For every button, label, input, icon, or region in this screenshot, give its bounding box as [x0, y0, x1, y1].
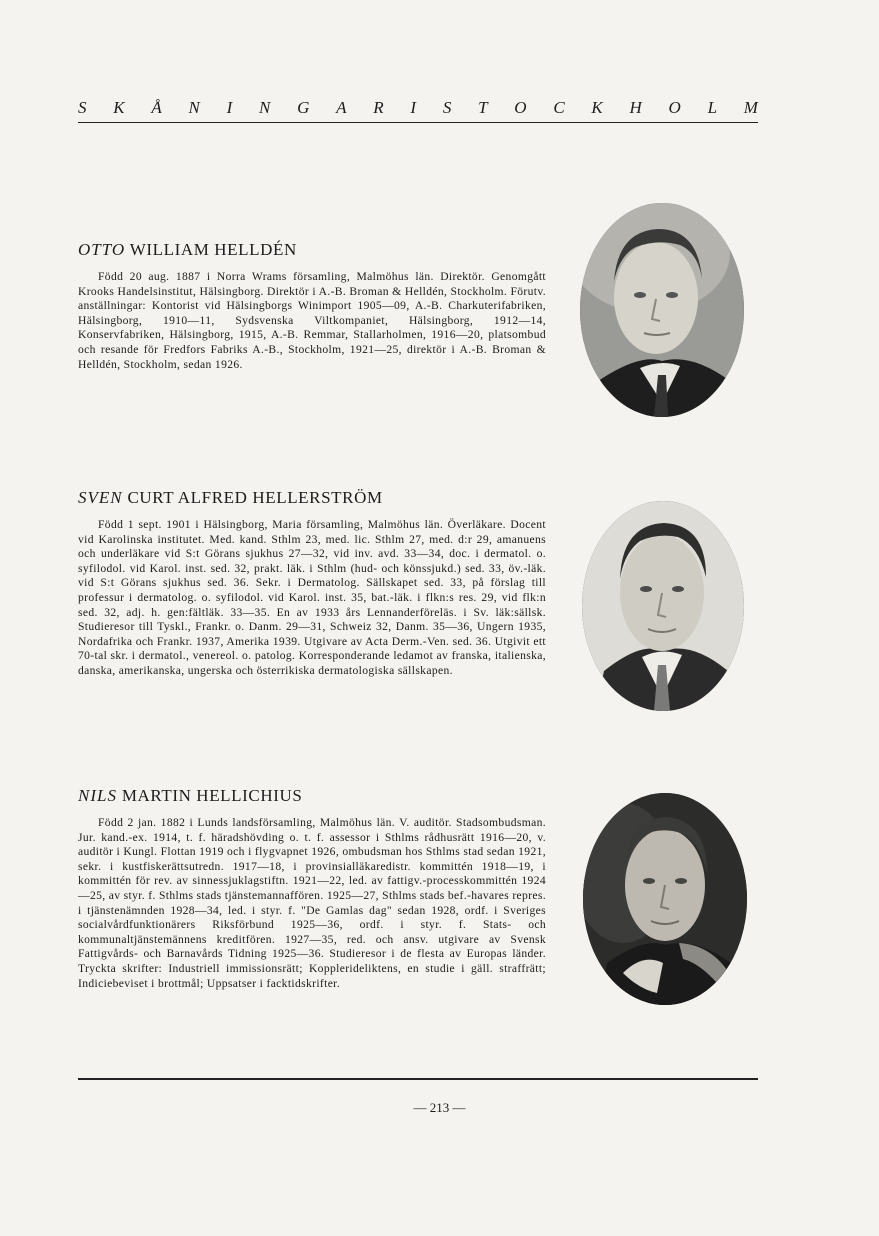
header-letter: L: [707, 98, 718, 117]
remaining-name: MARTIN HELLICHIUS: [121, 786, 303, 805]
remaining-name: WILLIAM HELLDÉN: [129, 240, 297, 259]
header-letter: N: [259, 98, 271, 117]
header-letter: Å: [151, 98, 162, 117]
running-header: [78, 98, 758, 118]
header-letter: S: [78, 98, 87, 117]
biography-text: Född 2 jan. 1882 i Lunds landsförsamling, Malmöhus län. V. auditör. Stadsombudsman. Jur. kand.-ex. 1914, t. f. häradshövding o. t. f. assessor i Sthlms rådhusrätt 1916—20, v. auditör i Kungl. Flottan 1919 och i flygvapnet 1926, ombudsman hos Sthlms stad sedan 1921, sekr. i kustfiskerättsutredn. 1917—18, i provinsialläkaredistr. kommittén 1918—19, i kommittén för rev. av sinnessjuklagstiftn. 1921—22, led. av fattigv.-processkommittén 1924—25, av styr. f. Sthlms stads tjänstemannaffören. 1925—27, Sthlms stads bef.-havares repres. i tjänstenämnden 1928—34, led. i styr. f. "De Gamlas dag" sedan 1928, ordf. i Sveriges socialvårdfunktionärers Riksförbund 1925—36, ordf. i styr. f. Stats- och kommunaltjänstemännens kreditfören. 1927—35, red. och ansv. utgivare av Svensk Fattigvårds- och Barnavårds Tidning 1925—36. Studieresor i de flesta av Europas länder. Tryckta skrifter: Industriell immissionsrätt; Kopplerideliktens, en studie i gäll. straffrätt; Indiciebeviset i brottmål; Uppsatser i facktidskrifter.: [78, 816, 546, 990]
person-name: [78, 488, 546, 508]
biography-entry: [78, 488, 546, 679]
first-name: OTTO: [78, 240, 126, 259]
header-letter: H: [629, 98, 642, 117]
header-letter: M: [743, 98, 758, 117]
header-letter: S: [442, 98, 452, 117]
remaining-name: CURT ALFRED HELLERSTRÖM: [127, 488, 383, 507]
header-letter: K: [591, 98, 603, 117]
header-letter: O: [514, 98, 527, 117]
biography-entry: [78, 786, 546, 991]
header-letter: T: [478, 98, 488, 117]
header-rule: [78, 122, 758, 123]
header-letter: I: [226, 98, 233, 117]
first-name: SVEN: [78, 488, 123, 507]
header-letter: O: [668, 98, 681, 117]
person-name: [78, 786, 546, 806]
header-letter: K: [113, 98, 125, 117]
portrait-photo: [582, 501, 744, 711]
header-letter: C: [553, 98, 565, 117]
footer-rule: [78, 1078, 758, 1080]
page-number: — 213 —: [413, 1100, 466, 1115]
header-letter: R: [373, 98, 384, 117]
biography-entry: [78, 240, 546, 372]
header-letter: A: [336, 98, 347, 117]
portrait-photo: [580, 203, 744, 417]
biography-text: Född 20 aug. 1887 i Norra Wrams församling, Malmöhus län. Direktör. Genomgått Krooks Handelsinstitut, Hälsingborg. Direktör i A.-B. Broman & Helldén, Stockholm. Förutv. anställningar: Kontorist vid Hälsingborgs Winimport 1905—09, A.-B. Charkuterifabriken, Hälsingborg, 1910—11, Sydsvenska Viltkompaniet, Hälsingborg, 1912—14, Konservfabriken, Hälsingborg, 1915, A.-B. Remmar, Stallarholmen, 1916—20, platsombud och resande för Fredfors Fabriks A.-B., Stockholm, 1921—25, direktör i A.-B. Broman & Helldén, Stockholm, sedan 1926.: [78, 270, 546, 371]
first-name: NILS: [78, 786, 117, 805]
header-letter: I: [410, 98, 417, 117]
portrait-photo: [583, 793, 747, 1005]
header-letter: N: [188, 98, 200, 117]
header-letter: G: [297, 98, 310, 117]
biography-text: Född 1 sept. 1901 i Hälsingborg, Maria församling, Malmöhus län. Överläkare. Docent vid Karolinska institutet. Med. kand. Sthlm 23, med. lic. Sthlm 27, med. d:r 29, amanuens och underläkare vid S:t Görans sjukhus 27—32, vid inv. avd. 33—34, doc. i dermatol. o. syfilodol. vid Karol. inst. sed. 32, prakt. läk. i Sthlm (hud- och könssjukd.) sed. 33, öv.-läk. vid S:t Görans sjukhus sed. 36. Sekr. i Dermatolog. Sällskapet sed. 33, på förslag till professur i dermatolog. o. syfilodol. vid Karol. inst. 35, bat.-läk. i flkn:s res. 29, vid flk:n sed. 32, adj. h. gen:fältläk. 33—35. En av 1933 års Lennanderföreläs. i Sv. läk:sällsk. Studieresor till Tyskl., Frankr. o. Danm. 29—31, Schweiz 32, Danm. 35—36, Ungern 1935, Nordafrika och Frankr. 1937, Amerika 1939. Utgivare av Acta Derm.-Ven. sed. 36. Utgivit ett 70-tal skr. i dermatol., venereol. o. patolog. Korresponderande ledamot av franska, italienska, danska, amerikanska, ungerska och österrikiska dermatologiska sällskapen.: [78, 518, 546, 677]
person-name: [78, 240, 546, 260]
